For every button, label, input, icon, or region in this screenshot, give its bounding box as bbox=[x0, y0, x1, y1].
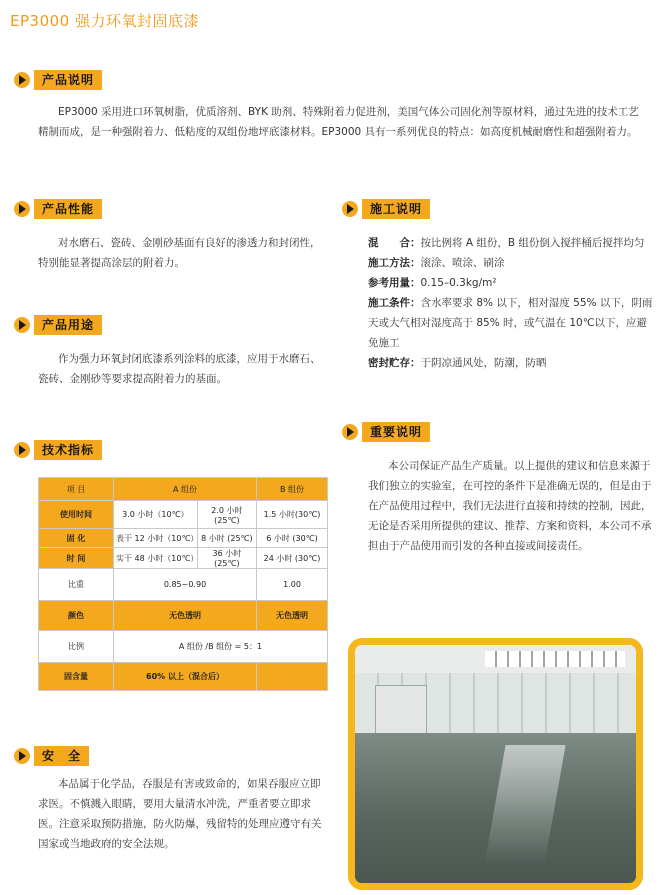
cell: 0.85~0.90 bbox=[114, 569, 257, 601]
header-b: B 组份 bbox=[257, 478, 328, 501]
cell: 60% 以上（混合后） bbox=[114, 663, 257, 691]
photo-window bbox=[485, 651, 625, 667]
table-row bbox=[39, 663, 328, 691]
row-label: 使用时间 bbox=[39, 501, 114, 529]
section-label: 施工说明 bbox=[362, 199, 430, 219]
row-label: 颜色 bbox=[39, 601, 114, 631]
cell: 表干 12 小时（10℃） bbox=[114, 529, 198, 548]
performance-text: 对水磨石、瓷砖、金刚砂基面有良好的渗透力和封闭性，特别能显著提高涂层的附着力。 bbox=[38, 237, 321, 269]
important-text: 本公司保证产品生产质量。以上提供的建议和信息来源于我们独立的实验室，在可控的条件下是准确无误的，但是由于在产品使用过程中，我们无法进行直接和持续的控制，因此，无论是否采用所提供的建议、推荐、方案和资料，本公司不承担由于产品使用而引发的各种直接或间接责任。 bbox=[368, 460, 652, 552]
safety-text: 本品属于化学品，吞服是有害或致命的，如果吞服应立即求医。不慎溅入眼睛，要用大量清水冲洗，严重者要立即求医。注意采取预防措施，防火防爆，残留特的处理应遵守有关国家或当地政府的安全法规。 bbox=[38, 778, 322, 850]
cell: 6 小时 (30℃) bbox=[257, 529, 328, 548]
table-row bbox=[39, 631, 328, 663]
header-a: A 组份 bbox=[114, 478, 257, 501]
construction-list bbox=[368, 233, 653, 373]
row-label: 固 化 bbox=[39, 529, 114, 548]
play-arrow-icon bbox=[342, 424, 358, 440]
row-label: 时 间 bbox=[39, 548, 114, 569]
section-label: 技术指标 bbox=[34, 440, 102, 460]
section-header-tech bbox=[14, 440, 102, 460]
table-row bbox=[39, 569, 328, 601]
spec-table bbox=[38, 477, 328, 691]
section-header-construction bbox=[342, 199, 430, 219]
play-arrow-icon bbox=[14, 748, 30, 764]
play-arrow-icon bbox=[14, 317, 30, 333]
section-label: 产品性能 bbox=[34, 199, 102, 219]
cell: A 组份 /B 组份 = 5：1 bbox=[114, 631, 328, 663]
cell: 1.5 小时(30℃) bbox=[257, 501, 328, 529]
section-header-usage bbox=[14, 315, 102, 335]
construction-item: 施工方法：滚涂、喷涂、刷涂 bbox=[368, 257, 505, 269]
page-title: EP3000 强力环氧封固底漆 bbox=[10, 12, 199, 30]
cell: 无色透明 bbox=[257, 601, 328, 631]
section-header-important bbox=[342, 422, 430, 442]
section-header-description bbox=[14, 70, 102, 90]
table-row bbox=[39, 501, 328, 529]
section-header-safety bbox=[14, 746, 89, 766]
cell: 无色透明 bbox=[114, 601, 257, 631]
usage-text: 作为强力环氧封闭底漆系列涂料的底漆，应用于水磨石、瓷砖、金刚砂等要求提高附着力的基面。 bbox=[38, 353, 321, 385]
cell: 24 小时 (30℃) bbox=[257, 548, 328, 569]
table-row bbox=[39, 548, 328, 569]
row-label: 比例 bbox=[39, 631, 114, 663]
construction-item: 密封贮存：于阴凉通风处，防潮，防晒 bbox=[368, 357, 547, 369]
section-label: 安 全 bbox=[34, 746, 89, 766]
section-label: 产品用途 bbox=[34, 315, 102, 335]
header-item: 项 目 bbox=[39, 478, 114, 501]
play-arrow-icon bbox=[14, 72, 30, 88]
section-label: 重要说明 bbox=[362, 422, 430, 442]
play-arrow-icon bbox=[14, 201, 30, 217]
cell: 36 小时 (25℃) bbox=[197, 548, 256, 569]
cell: 8 小时 (25℃) bbox=[197, 529, 256, 548]
section-label: 产品说明 bbox=[34, 70, 102, 90]
section-header-performance bbox=[14, 199, 102, 219]
table-row bbox=[39, 529, 328, 548]
table-header-row bbox=[39, 478, 328, 501]
cell: 2.0 小时(25℃) bbox=[197, 501, 256, 529]
play-arrow-icon bbox=[14, 442, 30, 458]
description-text: EP3000 采用进口环氧树脂，优质溶剂、BYK 助剂、特殊附着力促进剂，美国气体公司固化剂等原材料，通过先进的技术工艺精制而成，是一种强附着力、低粘度的双组份地坪底漆材料。EP3000 具有一系列优良的特点：如高度机械耐磨性和超强附着力。 bbox=[38, 106, 639, 138]
construction-item: 参考用量：0.15–0.3kg/m² bbox=[368, 277, 497, 289]
cell: 3.0 小时（10℃） bbox=[114, 501, 198, 529]
cell: 1.00 bbox=[257, 569, 328, 601]
cell-empty bbox=[257, 663, 328, 691]
row-label: 比重 bbox=[39, 569, 114, 601]
construction-item: 混 合：按比例将 A 组份，B 组份倒入搅拌桶后搅拌均匀 bbox=[368, 237, 645, 249]
floor-photo bbox=[348, 638, 643, 890]
table-row bbox=[39, 601, 328, 631]
cell: 实干 48 小时（10℃） bbox=[114, 548, 198, 569]
construction-item: 施工条件：含水率要求 8% 以下，相对湿度 55% 以下，阴雨天或大气相对湿度高于 85% 时，或气温在 10℃以下，应避免施工 bbox=[368, 297, 653, 349]
play-arrow-icon bbox=[342, 201, 358, 217]
row-label: 固含量 bbox=[39, 663, 114, 691]
